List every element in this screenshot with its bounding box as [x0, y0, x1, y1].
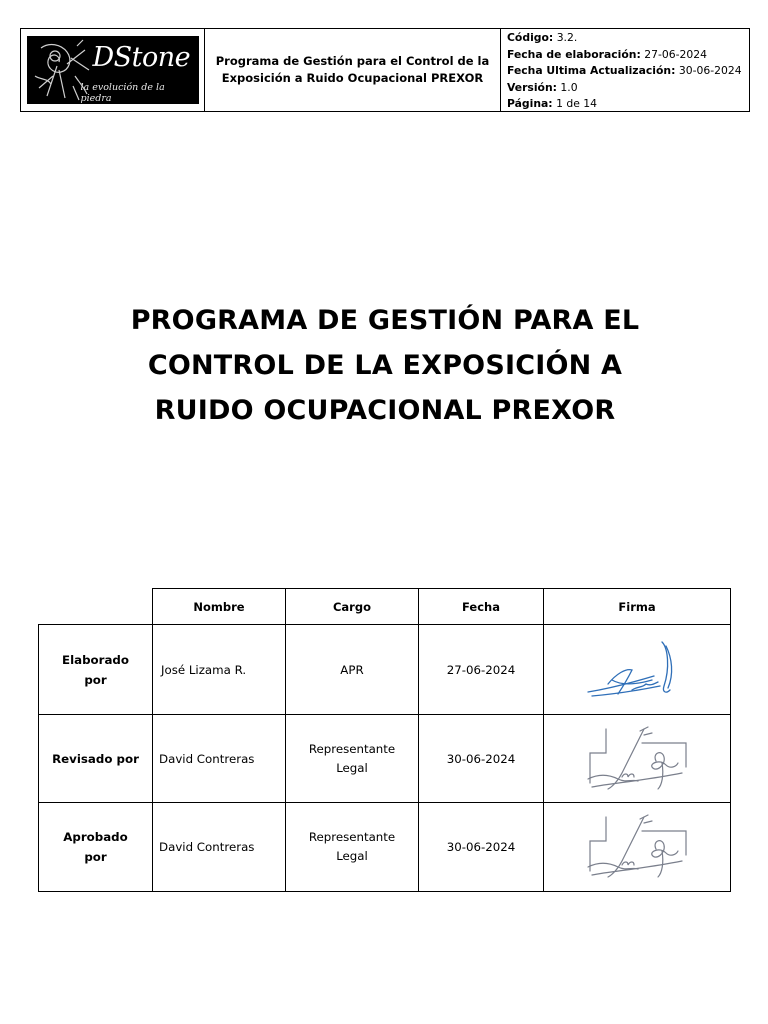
column-header-date: Fecha [419, 589, 544, 625]
row-label-prepared: Elaborado por [39, 625, 153, 715]
row-label-approved: Aprobado por [39, 803, 153, 892]
reviewed-by-date: 30-06-2024 [419, 715, 544, 803]
header-meta [501, 29, 749, 111]
table-row [39, 715, 731, 803]
logo-tagline: la evolución de la piedra [80, 82, 165, 104]
signature-david-contreras-icon [582, 811, 692, 883]
row-label-reviewed: Revisado por [39, 715, 153, 803]
meta-code: Código: 3.2. [507, 31, 578, 44]
empty-corner-cell [39, 589, 153, 625]
document-header [20, 28, 750, 112]
column-header-name: Nombre [153, 589, 286, 625]
approved-by-role: Representante Legal [286, 803, 419, 892]
reviewed-by-role: Representante Legal [286, 715, 419, 803]
prepared-by-date: 27-06-2024 [419, 625, 544, 715]
reviewed-by-signature [544, 715, 731, 803]
meta-version: Versión: 1.0 [507, 80, 578, 94]
signature-jose-lizama-icon [582, 634, 692, 706]
reviewed-by-name: David Contreras [153, 715, 286, 803]
prepared-by-role: APR [286, 625, 419, 715]
meta-page: Página: 1 de 14 [507, 97, 598, 110]
title-line: RUIDO OCUPACIONAL PREXOR [154, 395, 616, 426]
header-title: Programa de Gestión para el Control de la Exposición a Ruido Ocupacional PREXOR [205, 29, 501, 111]
column-header-signature: Firma [544, 589, 731, 625]
title-line: CONTROL DE LA EXPOSICIÓN A [147, 350, 623, 381]
document-title [60, 298, 710, 433]
approved-by-signature [544, 803, 731, 892]
prepared-by-name: José Lizama R. [153, 625, 286, 715]
logo-cell [21, 29, 205, 111]
table-header-row [39, 589, 731, 625]
signature-david-contreras-icon [582, 723, 692, 795]
approved-by-date: 30-06-2024 [419, 803, 544, 892]
prepared-by-signature [544, 625, 731, 715]
title-line: PROGRAMA DE GESTIÓN PARA EL [130, 305, 640, 336]
meta-updated-date: Fecha Ultima Actualización: 30-06-2024 [507, 64, 742, 77]
meta-created-date: Fecha de elaboración: 27-06-2024 [507, 47, 707, 61]
company-logo [27, 36, 199, 104]
approval-table [38, 588, 731, 892]
logo-name: DStone [92, 42, 191, 73]
column-header-role: Cargo [286, 589, 419, 625]
table-row [39, 625, 731, 715]
table-row [39, 803, 731, 892]
approved-by-name: David Contreras [153, 803, 286, 892]
